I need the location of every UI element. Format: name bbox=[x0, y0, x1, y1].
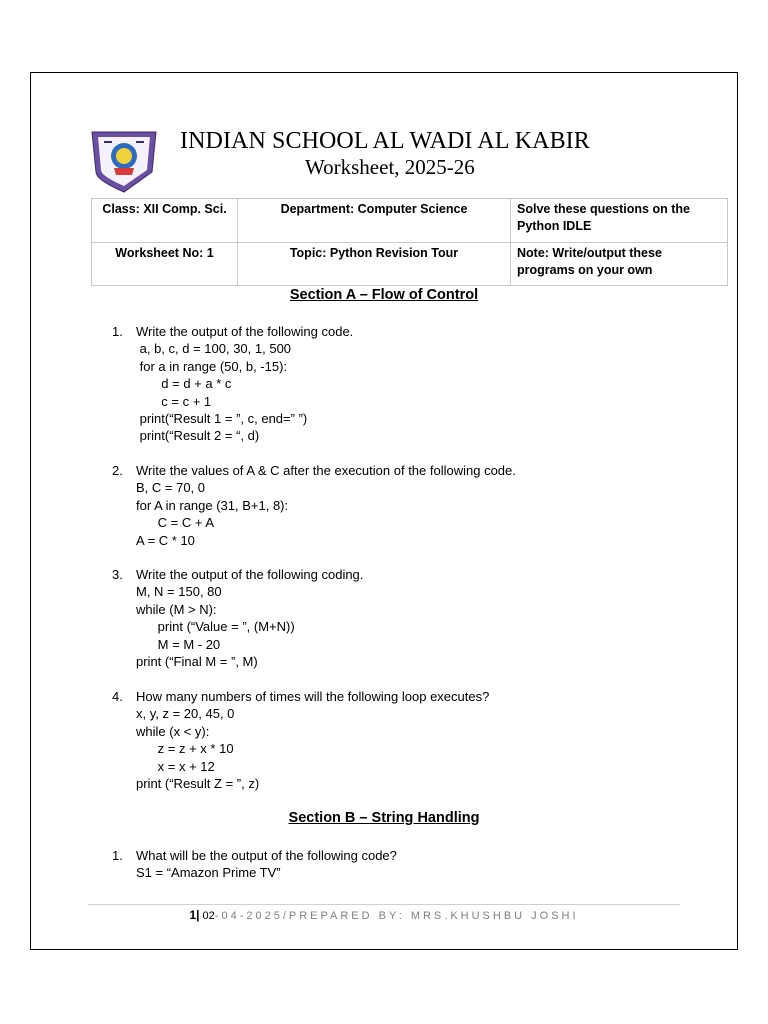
code-line: print(“Result 1 = ”, c, end=” ”) bbox=[136, 410, 308, 426]
question-number: 3. bbox=[112, 567, 123, 582]
code-line: while (x < y): bbox=[136, 723, 210, 739]
code-line: z = z + x * 10 bbox=[136, 741, 234, 757]
code-line: S1 = “Amazon Prime TV” bbox=[136, 865, 281, 881]
worksheet-info-table bbox=[91, 198, 728, 286]
page-footer bbox=[0, 908, 768, 922]
code-line: for a in range (50, b, -15): bbox=[136, 358, 288, 374]
school-crest-logo bbox=[90, 128, 158, 194]
question-number: 1. bbox=[112, 324, 123, 339]
code-line: print (“Final M = ”, M) bbox=[136, 653, 258, 669]
info-row bbox=[92, 242, 728, 286]
question-number: 4. bbox=[112, 689, 123, 704]
code-line: c = c + 1 bbox=[136, 393, 212, 409]
question-b1 bbox=[112, 847, 712, 882]
code-line: print(“Result 2 = “, d) bbox=[136, 428, 260, 444]
page-number: 1 bbox=[189, 908, 197, 922]
question-a1 bbox=[112, 323, 712, 445]
code-line: a, b, c, d = 100, 30, 1, 500 bbox=[136, 341, 292, 357]
code-line: d = d + a * c bbox=[136, 376, 232, 392]
class-cell: Class: XII Comp. Sci. bbox=[92, 199, 238, 243]
code-line: x, y, z = 20, 45, 0 bbox=[136, 706, 235, 722]
worksheet-number-cell: Worksheet No: 1 bbox=[92, 242, 238, 286]
code-line: B, C = 70, 0 bbox=[136, 480, 206, 496]
code-line: while (M > N): bbox=[136, 601, 217, 617]
code-line: M = M - 20 bbox=[136, 636, 221, 652]
question-a3 bbox=[112, 566, 712, 670]
section-a-heading: Section A – Flow of Control bbox=[289, 287, 479, 303]
worksheet-title: Worksheet, 2025-26 bbox=[305, 155, 475, 179]
topic-cell: Topic: Python Revision Tour bbox=[238, 242, 511, 286]
code-line: M, N = 150, 80 bbox=[136, 584, 222, 600]
school-name: INDIAN SCHOOL AL WADI AL KABIR bbox=[180, 128, 590, 154]
question-a4 bbox=[112, 688, 712, 792]
question-prompt: Write the values of A & C after the execution of the following code. bbox=[136, 463, 516, 478]
code-line: C = C + A bbox=[136, 515, 215, 531]
info-row bbox=[92, 199, 728, 243]
question-number: 2. bbox=[112, 463, 123, 478]
code-line: for A in range (31, B+1, 8): bbox=[136, 497, 289, 513]
question-prompt: How many numbers of times will the following loop executes? bbox=[136, 689, 490, 704]
question-a2 bbox=[112, 462, 712, 549]
code-line: x = x + 12 bbox=[136, 758, 215, 774]
footer-divider bbox=[88, 904, 680, 905]
instruction-cell: Solve these questions on the Python IDLE bbox=[511, 199, 728, 243]
footer-separator: | bbox=[196, 908, 200, 922]
note-cell: Note: Write/output these programs on your own bbox=[511, 242, 728, 286]
footer-prepared-by: -04-2025/PREPARED BY: MRS.KHUSHBU JOSHI bbox=[214, 910, 579, 922]
code-line: print (“Value = ”, (M+N)) bbox=[136, 619, 295, 635]
question-prompt: What will be the output of the following code? bbox=[136, 848, 397, 863]
code-line: A = C * 10 bbox=[136, 532, 195, 548]
section-b-heading: Section B – String Handling bbox=[288, 810, 480, 826]
department-cell: Department: Computer Science bbox=[238, 199, 511, 243]
question-prompt: Write the output of the following coding. bbox=[136, 567, 364, 582]
question-prompt: Write the output of the following code. bbox=[136, 324, 354, 339]
footer-date-prefix: 02 bbox=[202, 910, 215, 922]
code-line: print (“Result Z = ”, z) bbox=[136, 775, 260, 791]
question-number: 1. bbox=[112, 848, 123, 863]
